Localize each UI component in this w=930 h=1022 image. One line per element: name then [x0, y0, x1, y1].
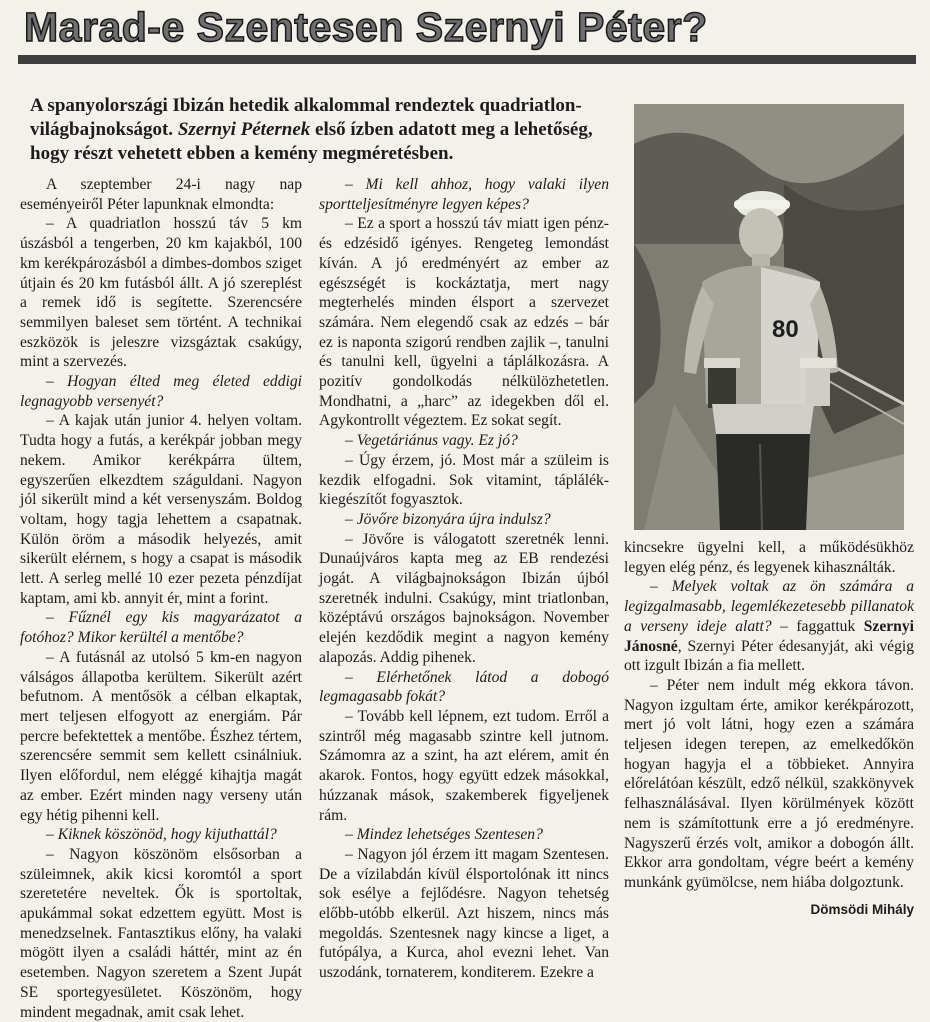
lead-text-end: első ízben adatott meg a lehetőség, hogy részt vehetett ebben a kemény megméretésben.	[30, 119, 593, 164]
interview-question: – Hogyan élted meg életed eddigi legnagyobb versenyét?	[20, 373, 302, 410]
headline-rule	[18, 55, 916, 64]
paragraph-continuation: kincsekre ügyelni kell, a működésükhöz legyen elég pénz, és legyenek kihasználták.	[624, 539, 914, 576]
article-column-1	[20, 175, 302, 1022]
author-byline: Dömsödi Mihály	[810, 901, 914, 917]
paragraph: – Tovább kell lépnem, ezt tudom. Erről a szintről még magasabb szintre kell jutnom. Számomra az a szint, ha azt elérem, amit én akarok. Fontos, hogy együtt edzek másokkal, húzzanak mások, szakemberek figyeljenek rám.	[319, 707, 609, 824]
article-headline: Marad-e Szentesen Szernyi Péter?	[24, 4, 708, 50]
interview-question: – Kiknek köszönöd, hogy kijuthattál?	[46, 826, 277, 844]
question-attribution-end: , Szernyi Péter édesanyját, aki végig ott izgult Ibizán a fia mellett.	[624, 637, 914, 675]
article-column-3	[624, 538, 914, 919]
question-text: – Melyek voltak az ön számára a legizgalmasabb, legemlékezetesebb pillanatok a verseny ideje alatt?	[624, 578, 914, 635]
article-lead	[30, 94, 620, 166]
paragraph: – Úgy érzem, jó. Most már a szüleim is kezdik elfogadni. Sok vitamint, táplálék-kiegészítőt fogyasztok.	[319, 451, 609, 509]
interview-question: – Jövőre bizonyára újra indulsz?	[345, 510, 551, 528]
paragraph: – Nagyon jól érzem itt magam Szentesen. De a vízilabdán kívül élsportolónak itt nincs sok esélye a fejlődésre. Nagyon tehetség előbb-utóbb elkerül. Azt hiszem, nincs más megoldás. Szentesnek nagy kincse a liget, a futópálya, a Kurca, ahol evezni lehet. Van uszodánk, tornaterem, konditerem. Ezekre a	[319, 845, 609, 982]
paragraph: – Péter nem indult még ekkora távon. Nagyon izgultam érte, amikor kerékpározott, mert jó volt látni, hogy ezen a számára teljesen idegen terepen, az emelkedőkön hogyan hagyja el a többieket. Annyira előrelátóan készült, edző nélkül, szakkönyvek felhasználásával. Ilyen körülmények között nem is számítottunk erre a jó eredményre. Nagyszerű érzés volt, amikor a dobogón állt. Ekkor arra gondoltam, végre beért a kemény munkánk gyümölcse, nem hiába dolgoztunk.	[624, 676, 914, 891]
question-attribution: – faggattuk	[771, 617, 864, 635]
interview-question-mother	[624, 577, 914, 676]
athlete-photo-illustration	[634, 104, 904, 530]
interview-question: – Mi kell ahhoz, hogy valaki ilyen sportteljesítményre legyen képes?	[319, 176, 609, 213]
interview-question: – Fűznél egy kis magyarázatot a fotóhoz? Mikor kerültél a mentőbe?	[20, 609, 302, 647]
mother-name: Szernyi Jánosné	[624, 617, 914, 655]
paragraph: – A futásnál az utolsó 5 km-en nagyon válságos állapotba kerültem. Sikerült azért befutnom. A mentősök a célban elkaptak, mert teljesen elfogyott az energiám. Pár percre befektettek a mentőbe. Észhez tértem, szerencsére semmit sem kellett csinálniuk. Ilyen előfordul, nem eléggé kihajtja magát az ember. Ezért minden nagy verseny után egy hétig pihenni kell.	[20, 648, 302, 824]
lead-text-start: A spanyolországi Ibizán hetedik alkalommal rendeztek quadriatlon-világbajnokságot.	[30, 95, 582, 140]
interview-question: – Elérhetőnek látod a dobogó legmagasabb fokát?	[319, 668, 609, 706]
athlete-photo	[634, 104, 904, 530]
interview-question: – Vegetáriánus vagy. Ez jó?	[345, 432, 518, 450]
photo-bib-number: 80	[772, 316, 799, 343]
paragraph: – Jövőre is válogatott szeretnék lenni. Dunaújváros kapta meg az EB rendezési jogát. A világbajnokságon Ibizán újból szeretnék indulni. Csakúgy, mint triatlonban, középtávú országos bajnokságon. November elején kezdődik megint a nagyon kemény alapozás. Addig pihenek.	[319, 530, 609, 666]
article-column-2	[319, 175, 609, 983]
paragraph: – A quadriatlon hosszú táv 5 km úszásból a tengerben, 20 km kajakból, 100 km kerékpározásból a dimbes-dombos sziget útjain és 20 km futásból állt. A jó szereplést a remek idő is segítette. Szerencsére semmilyen baleset sem történt. A technikai eszközök is jeleszre vizsgáztak csakúgy, mint a szervezés.	[20, 215, 302, 371]
paragraph: – A kajak után junior 4. helyen voltam. Tudta hogy a futás, a kerékpár jobban megy nekem. Amikor kerékpárra ültem, egyszerűen elkezdtem száguldani. Nagyon jól sikerült mind a két versenyszám. Boldog voltam, hogy tagja lehettem a csapatnak. Külön öröm a második helyezés, amit sikerült elérnem, s hogy a csapat is második lett. A serleg mellé 10 ezer pezeta pénzdíjat kaptam, ami kb. annyit ér, mint a forint.	[20, 412, 302, 607]
paragraph: – Ez a sport a hosszú táv miatt igen pénz- és edzésidő igényes. Rengeteg lemondást kíván. A jó eredményért az ember az egészségét is kockáztatja, mert nagy megterhelés minden élsport a szervezet számára. Nem elegendő csak az edzés – bár ez is naponta szigorú rendben zajlik –, tanulni és tanulni kell, ügyelni a táplálkozásra. A pozitív gondolkodás nélkülözhetetlen. Mondhatni, a „harc” az idegekben dől el. Agykontrollt végeztem. Ez sokat segít.	[319, 215, 609, 430]
interview-question: – Mindez lehetséges Szentesen?	[345, 826, 543, 844]
paragraph: – Nagyon köszönöm elsősorban a szüleimnek, akik kicsi koromtól a sport szeretetére neveltek. Ők is sportoltak, apukámmal sokat edzettem együtt. Most is menedzselnek. Fantasztikus előny, ha valaki mögött ilyen a családi háttér, mint az én esetemben. Nagyon szeretem a Szent Jupát SE sportegyesületet. Köszönöm, hogy mindent megadnak, amit csak lehet.	[20, 845, 302, 1021]
paragraph: A szeptember 24-i nagy nap eseményeiről Péter lapunknak elmondta:	[20, 176, 302, 213]
lead-name: Szernyi Péternek	[177, 119, 311, 140]
